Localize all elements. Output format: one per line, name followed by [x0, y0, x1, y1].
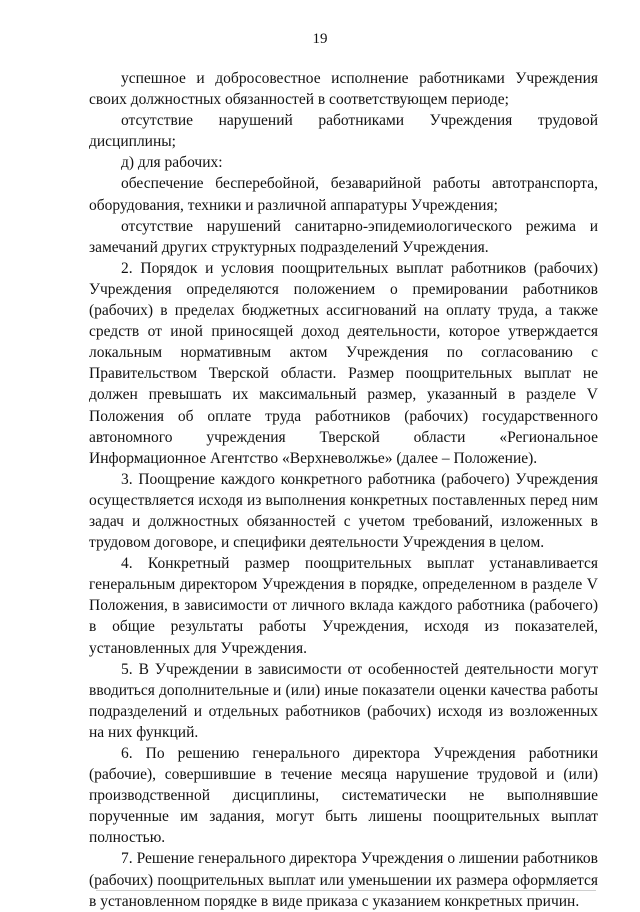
footer-divider: [96, 890, 596, 891]
paragraph: 2. Порядок и условия поощрительных выплат работников (рабочих) Учреждения определяются положением о премировании работников (рабочих) в пределах бюджетных ассигнований на оплату труда, а также средств от иной приносящей доход деятельности, которое утверждается локальным нормативным актом Учреждения по согласованию с Правительством Тверской области. Размер поощрительных выплат не должен превышать их максимальный размер, указанный в разделе V Положения об оплате труда работников (рабочих) государственного автономного учреждения Тверской области «Региональное Информационное Агентство «Верхневолжье» (далее – Положение).: [89, 259, 598, 467]
paragraph: успешное и добросовестное исполнение работниками Учреждения своих должностных обязанностей в соответствующем периоде;: [89, 70, 598, 109]
paragraph: 6. По решению генерального директора Учреждения работники (рабочие), совершившие в течение месяца нарушение трудовой и (или) производственной дисциплины, систематически не выполнявшие порученные им задания, могут быть лишены поощрительных выплат полностью.: [89, 745, 598, 847]
paragraph: обеспечение бесперебойной, безаварийной работы автотранспорта, оборудования, техники и различной аппаратуры Учреждения;: [89, 175, 598, 214]
paragraph: 4. Конкретный размер поощрительных выплат устанавливается генеральным директором Учреждения в порядке, определенном в разделе V Положения, в зависимости от личного вклада каждого работника (рабочего) в общие результаты работы Учреждения, исходя из показателей, установленных для Учреждения.: [89, 555, 598, 657]
paragraph: 5. В Учреждении в зависимости от особенностей деятельности могут вводиться дополнительные и (или) иные показатели оценки качества работы подразделений и отдельных работников (рабочих) исходя из возложенных на них функций.: [89, 660, 598, 741]
paragraph: отсутствие нарушений работниками Учреждения трудовой дисциплины;: [89, 112, 598, 151]
page-number: 19: [312, 31, 328, 47]
paragraph: д) для рабочих:: [121, 154, 223, 172]
paragraph: отсутствие нарушений санитарно-эпидемиологического режима и замечаний других структурных подразделений Учреждения.: [89, 217, 598, 256]
paragraph: 7. Решение генерального директора Учреждения о лишении работников (рабочих) поощрительных выплат или уменьшении их размера оформляется в установленном порядке в виде приказа с указанием конкретных причин.: [89, 850, 598, 910]
document-body: [89, 68, 598, 912]
paragraph: 3. Поощрение каждого конкретного работника (рабочего) Учреждения осуществляется исходя из выполнения конкретных поставленных перед ним задач и должностных обязанностей с учетом требований, изложенных в трудовом договоре, и специфики деятельности Учреждения в целом.: [89, 470, 598, 552]
